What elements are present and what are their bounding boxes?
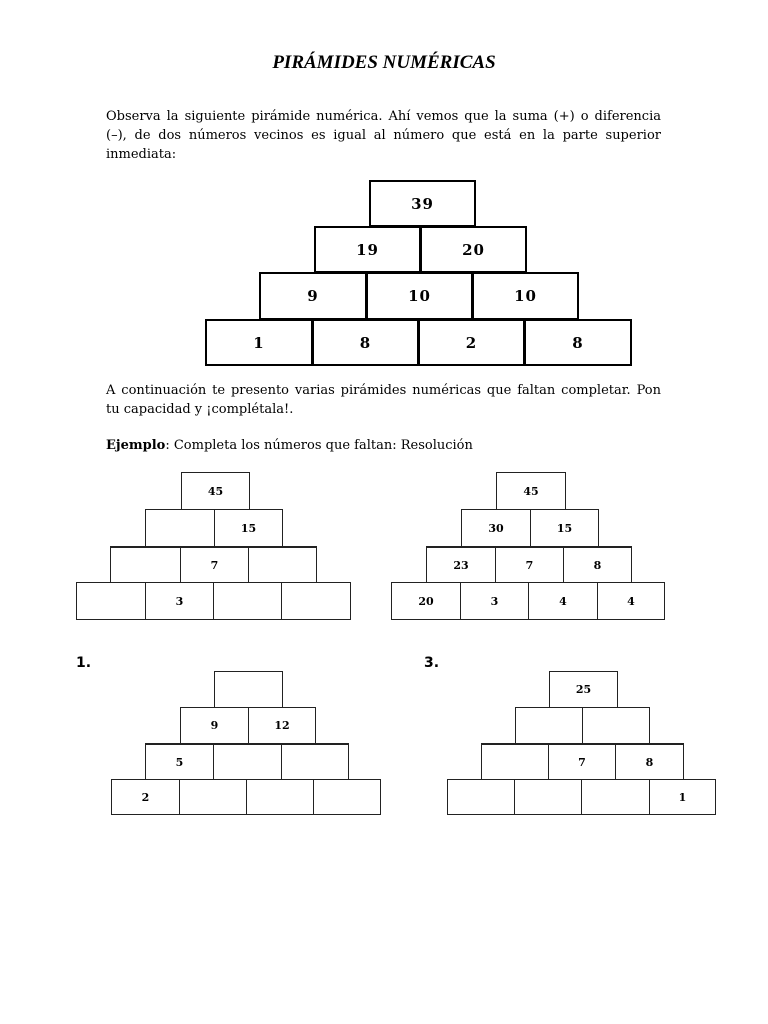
page-title: PIRÁMIDES NUMÉRICAS — [272, 52, 496, 73]
pyramid-cell[interactable] — [213, 743, 282, 780]
pyramid-cell[interactable]: 7 — [548, 743, 616, 780]
pyramid-cell[interactable]: 9 — [180, 707, 249, 744]
pyramid-cell: 9 — [259, 272, 367, 320]
example-label: Ejemplo — [106, 438, 166, 453]
pyramid-cell[interactable]: 8 — [615, 743, 684, 780]
pyramid-cell: 15 — [530, 509, 599, 547]
pyramid-cell: 20 — [420, 226, 527, 273]
pyramid-cell[interactable]: 2 — [111, 779, 180, 815]
pyramid-cell: 8 — [563, 546, 632, 583]
example-text: : Completa los números que faltan: Resolución — [165, 438, 473, 453]
pyramid-cell: 7 — [180, 546, 249, 583]
pyramid-cell — [110, 546, 181, 583]
pyramid-cell — [248, 546, 317, 583]
pyramid-cell[interactable]: 5 — [145, 743, 214, 780]
pyramid-cell[interactable] — [581, 779, 650, 815]
pyramid-cell: 15 — [214, 509, 283, 547]
continuation-paragraph: A continuación te presento varias pirámides numéricas que faltan completar. Pon tu capacidad y ¡complétala!. — [106, 383, 661, 417]
pyramid-cell: 10 — [472, 272, 579, 320]
pyramid-cell[interactable]: 25 — [549, 671, 618, 708]
intro-paragraph: Observa la siguiente pirámide numérica. Ahí vemos que la suma (+) o diferencia (–), de dos números vecinos es igual al número que está en la parte superior inmediata: — [106, 109, 661, 162]
pyramid-cell[interactable] — [514, 779, 582, 815]
pyramid-cell[interactable] — [313, 779, 381, 815]
pyramid-cell: 20 — [391, 582, 461, 620]
pyramid-cell — [145, 509, 215, 547]
pyramid-cell — [213, 582, 282, 620]
pyramid-cell[interactable] — [481, 743, 549, 780]
pyramid-cell: 39 — [369, 180, 476, 227]
pyramid-cell[interactable]: 12 — [248, 707, 316, 744]
pyramid-cell: 45 — [496, 472, 566, 510]
pyramid-cell: 45 — [181, 472, 250, 510]
pyramid-cell: 4 — [528, 582, 598, 620]
pyramid-cell[interactable] — [246, 779, 314, 815]
pyramid-cell: 19 — [314, 226, 421, 273]
pyramid-cell: 10 — [366, 272, 473, 320]
example-instruction — [106, 436, 661, 455]
pyramid-cell: 7 — [495, 546, 564, 583]
pyramid-cell: 1 — [205, 319, 313, 366]
pyramid-cell: 3 — [460, 582, 529, 620]
pyramid-cell[interactable] — [281, 743, 349, 780]
pyramid-cell[interactable] — [179, 779, 247, 815]
pyramid-cell — [76, 582, 146, 620]
exercise-number: 1. — [76, 655, 92, 671]
pyramid-cell[interactable] — [214, 671, 283, 708]
pyramid-cell: 23 — [426, 546, 496, 583]
pyramid-cell: 4 — [597, 582, 665, 620]
exercise-number: 3. — [424, 655, 440, 671]
pyramid-cell[interactable] — [447, 779, 515, 815]
pyramid-cell: 30 — [461, 509, 531, 547]
pyramid-cell: 3 — [145, 582, 214, 620]
pyramid-cell: 8 — [312, 319, 419, 366]
pyramid-cell: 8 — [524, 319, 632, 366]
pyramid-cell[interactable] — [582, 707, 650, 744]
pyramid-cell[interactable]: 1 — [649, 779, 716, 815]
pyramid-cell: 2 — [418, 319, 525, 366]
pyramid-cell[interactable] — [515, 707, 583, 744]
pyramid-cell — [281, 582, 351, 620]
